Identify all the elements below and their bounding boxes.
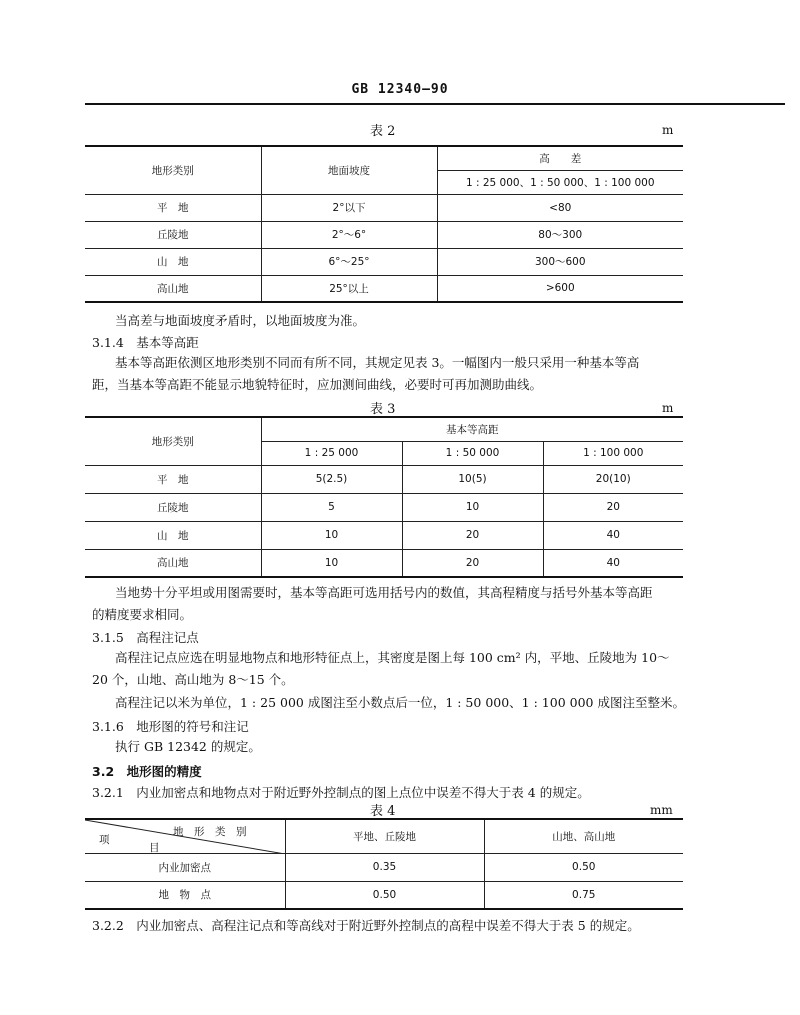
t2-slope: 6°～25° <box>261 248 437 275</box>
t3-header-contour: 基本等高距 <box>261 417 683 441</box>
t4-value: 0.75 <box>484 881 683 909</box>
t3-terrain: 平 地 <box>85 465 261 493</box>
section-3-1-4-para-2: 距，当基本等高距不能显示地貌特征时，应加测间曲线，必要时可再加测助曲线。 <box>92 377 543 392</box>
t3-value: 20 <box>402 521 543 549</box>
t4-header-mountain: 山地、高山地 <box>484 819 683 853</box>
t3-value: 20(10) <box>543 465 683 493</box>
t3-value: 5 <box>261 493 402 521</box>
table3-caption: 表 3 <box>370 402 396 417</box>
t3-value: 10(5) <box>402 465 543 493</box>
t3-terrain: 山 地 <box>85 521 261 549</box>
table-row <box>85 221 683 248</box>
t2-diff: >600 <box>437 275 683 302</box>
section-3-2-1-text: 3.2.1 内业加密点和地物点对于附近野外控制点的图上点位中误差不得大于表 4 的规定。 <box>92 785 590 800</box>
t3-terrain: 高山地 <box>85 549 261 577</box>
table2-caption: 表 2 <box>370 124 396 139</box>
section-3-1-5-para-3: 高程注记以米为单位，1 : 25 000 成图注至小数点后一位，1 : 50 000、1 : 100 000 成图注至整米。 <box>115 695 685 710</box>
t4-diag-terrain-label: 地 形 类 别 <box>173 826 247 838</box>
section-3-1-4-title: 3.1.4 基本等高距 <box>92 335 199 350</box>
t2-header-terrain: 地形类别 <box>85 146 261 194</box>
standard-code-header: GB 12340—90 <box>351 82 449 97</box>
table-row <box>85 465 683 493</box>
t4-value: 0.50 <box>484 853 683 881</box>
t2-terrain: 丘陵地 <box>85 221 261 248</box>
t3-scale-25000: 1 : 25 000 <box>261 441 402 465</box>
t3-value: 10 <box>261 549 402 577</box>
t2-slope: 2°以下 <box>261 194 437 221</box>
table-row <box>85 275 683 302</box>
t2-header-scales: 1 : 25 000、1 : 50 000、1 : 100 000 <box>437 170 683 194</box>
t2-diff: 300～600 <box>437 248 683 275</box>
table-4 <box>85 818 683 910</box>
section-3-1-4-para-1: 基本等高距依测区地形类别不同而有所不同，其规定见表 3。一幅图内一般只采用一种基本等高 <box>115 355 640 370</box>
table-row <box>85 549 683 577</box>
table4-unit: mm <box>650 803 673 817</box>
t3-value: 40 <box>543 549 683 577</box>
table-2 <box>85 145 683 303</box>
table3-unit: m <box>662 401 674 415</box>
table3-note-line-1: 当地势十分平坦或用图需要时，基本等高距可选用括号内的数值，其高程精度与括号外基本等高距 <box>115 585 653 600</box>
table-row <box>85 853 683 881</box>
t4-diag-item-label: 项 <box>99 834 110 846</box>
header-rule <box>85 103 785 105</box>
table-row <box>85 248 683 275</box>
t4-header-flat: 平地、丘陵地 <box>285 819 484 853</box>
t3-header-terrain: 地形类别 <box>85 417 261 465</box>
t3-value: 10 <box>402 493 543 521</box>
table3-note-line-2: 的精度要求相同。 <box>92 607 193 622</box>
t4-item: 内业加密点 <box>85 853 285 881</box>
table-row <box>85 194 683 221</box>
t3-value: 40 <box>543 521 683 549</box>
t2-terrain: 平 地 <box>85 194 261 221</box>
t2-header-diff: 高 差 <box>437 146 683 170</box>
section-3-1-6-para: 执行 GB 12342 的规定。 <box>115 739 261 754</box>
t2-diff: <80 <box>437 194 683 221</box>
section-3-2-2-text: 3.2.2 内业加密点、高程注记点和等高线对于附近野外控制点的高程中误差不得大于表 5 的规定。 <box>92 918 640 933</box>
t3-value: 20 <box>543 493 683 521</box>
t2-slope: 2°～6° <box>261 221 437 248</box>
t2-slope: 25°以上 <box>261 275 437 302</box>
table4-caption: 表 4 <box>370 804 396 819</box>
t2-terrain: 山 地 <box>85 248 261 275</box>
section-3-1-5-title: 3.1.5 高程注记点 <box>92 630 199 645</box>
section-3-1-5-para-2: 20 个，山地、高山地为 8～15 个。 <box>92 672 294 687</box>
t3-value: 5(2.5) <box>261 465 402 493</box>
t2-terrain: 高山地 <box>85 275 261 302</box>
table2-note: 当高差与地面坡度矛盾时，以地面坡度为准。 <box>115 313 366 328</box>
t3-scale-50000: 1 : 50 000 <box>402 441 543 465</box>
t4-diagonal-header <box>85 819 285 853</box>
t4-diag-mu-label: 目 <box>149 842 160 854</box>
table-row <box>85 493 683 521</box>
t3-terrain: 丘陵地 <box>85 493 261 521</box>
t2-header-slope: 地面坡度 <box>261 146 437 194</box>
table2-unit: m <box>662 123 674 137</box>
t3-scale-100000: 1 : 100 000 <box>543 441 683 465</box>
section-3-1-6-title: 3.1.6 地形图的符号和注记 <box>92 719 249 734</box>
section-3-2-title: 3.2 地形图的精度 <box>92 764 202 779</box>
t3-value: 10 <box>261 521 402 549</box>
t4-item: 地 物 点 <box>85 881 285 909</box>
t3-value: 20 <box>402 549 543 577</box>
table-3 <box>85 416 683 578</box>
table-row <box>85 521 683 549</box>
t2-diff: 80～300 <box>437 221 683 248</box>
t4-value: 0.50 <box>285 881 484 909</box>
table-row <box>85 881 683 909</box>
t4-value: 0.35 <box>285 853 484 881</box>
section-3-1-5-para-1: 高程注记点应选在明显地物点和地形特征点上，其密度是图上每 100 cm² 内，平地、丘陵地为 10～ <box>115 650 670 665</box>
